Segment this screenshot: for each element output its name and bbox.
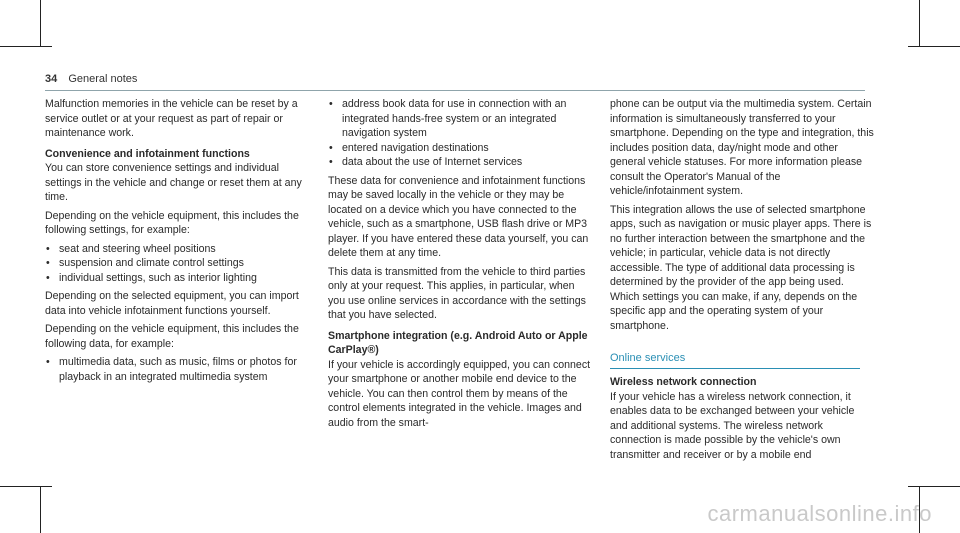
crop-mark <box>40 0 41 46</box>
page-header <box>45 73 137 85</box>
page-number: 34 <box>45 73 58 85</box>
section-title-online-services: Online services <box>610 351 860 369</box>
crop-mark <box>40 486 41 533</box>
crop-mark <box>0 486 52 487</box>
list-item: • entered navigation destinations <box>328 141 593 156</box>
list-item: • suspension and climate control settings <box>45 256 310 271</box>
list-item: • individual settings, such as interior lighting <box>45 271 310 286</box>
list-item: • multimedia data, such as music, films or photos for playback in an integrated multimedia system <box>45 355 310 384</box>
paragraph: These data for convenience and infotainment functions may be saved locally in the vehicle or they may be located on a device which you have connected to the vehicle, such as a smartphone, USB flash drive or MP3 player. If you have entered these data yourself, you can delete them at any time. <box>328 174 589 259</box>
crop-mark <box>908 486 960 487</box>
paragraph: Depending on the vehicle equipment, this includes the following data, for example: <box>45 323 299 350</box>
bullet-list <box>45 242 310 286</box>
header-rule <box>45 90 865 91</box>
paragraph: This data is transmitted from the vehicle to third parties only at your request. This applies, in particular, when you use online services in accordance with the settings that you have selected. <box>328 265 586 321</box>
paragraph: Depending on the vehicle equipment, this includes the following settings, for example: <box>45 209 299 236</box>
paragraph: phone can be output via the multimedia system. Certain information is simultaneously transferred to your smartphone. Depending on the type and integration, this includes position data, day/night mode and other general vehicle statuses. For more information please consult the Operator's Manual of the vehicle/infotainment system. <box>610 98 874 197</box>
section-heading: Convenience and infotainment functions <box>45 147 250 160</box>
crop-mark <box>919 0 920 46</box>
paragraph: If your vehicle is accordingly equipped, you can connect your smartphone or another mobile end device to the vehicle. You can then control them by means of the control elements integrated in the vehicle. Images and audio from the smart- <box>328 358 591 429</box>
paragraph: Depending on the selected equipment, you can import data into vehicle infotainment functions yourself. <box>45 290 299 317</box>
section-heading: Wireless network connection <box>610 376 757 388</box>
paragraph: You can store convenience settings and individual settings in the vehicle and change or reset them at any time. <box>45 162 302 203</box>
list-item: • data about the use of Internet services <box>328 155 593 170</box>
list-item: • seat and steering wheel positions <box>45 242 310 257</box>
column-2 <box>328 97 593 434</box>
column-1 <box>45 97 310 388</box>
watermark: carmanualsonline.info <box>707 501 932 526</box>
list-item: • address book data for use in connection with an integrated hands-free system or an integrated navigation system <box>328 97 593 141</box>
bullet-list <box>328 97 593 170</box>
page-title: General notes <box>68 73 138 85</box>
section-heading: Smartphone integration (e.g. Android Auto or Apple CarPlay®) <box>328 329 588 356</box>
paragraph: This integration allows the use of selected smartphone apps, such as navigation or music player apps. There is no further interaction between the smartphone and the vehicle; in particular, vehicle data is not directly accessible. The type of additional data processing is determined by the provider of the app being used. Which settings you can make, if any, depends on the specific app and the operating system of your smartphone. <box>610 203 872 332</box>
bullet-list <box>45 355 310 384</box>
crop-mark <box>0 46 52 47</box>
column-3 <box>610 97 875 466</box>
paragraph: If your vehicle has a wireless network connection, it enables data to be exchanged between your vehicle and additional systems. The wireless network connection is made possible by the vehicle's own transmitter and receiver or by a mobile end <box>610 390 855 461</box>
crop-mark <box>908 46 960 47</box>
paragraph: Malfunction memories in the vehicle can be reset by a service outlet or at your request as part of repair or maintenance work. <box>45 98 298 139</box>
